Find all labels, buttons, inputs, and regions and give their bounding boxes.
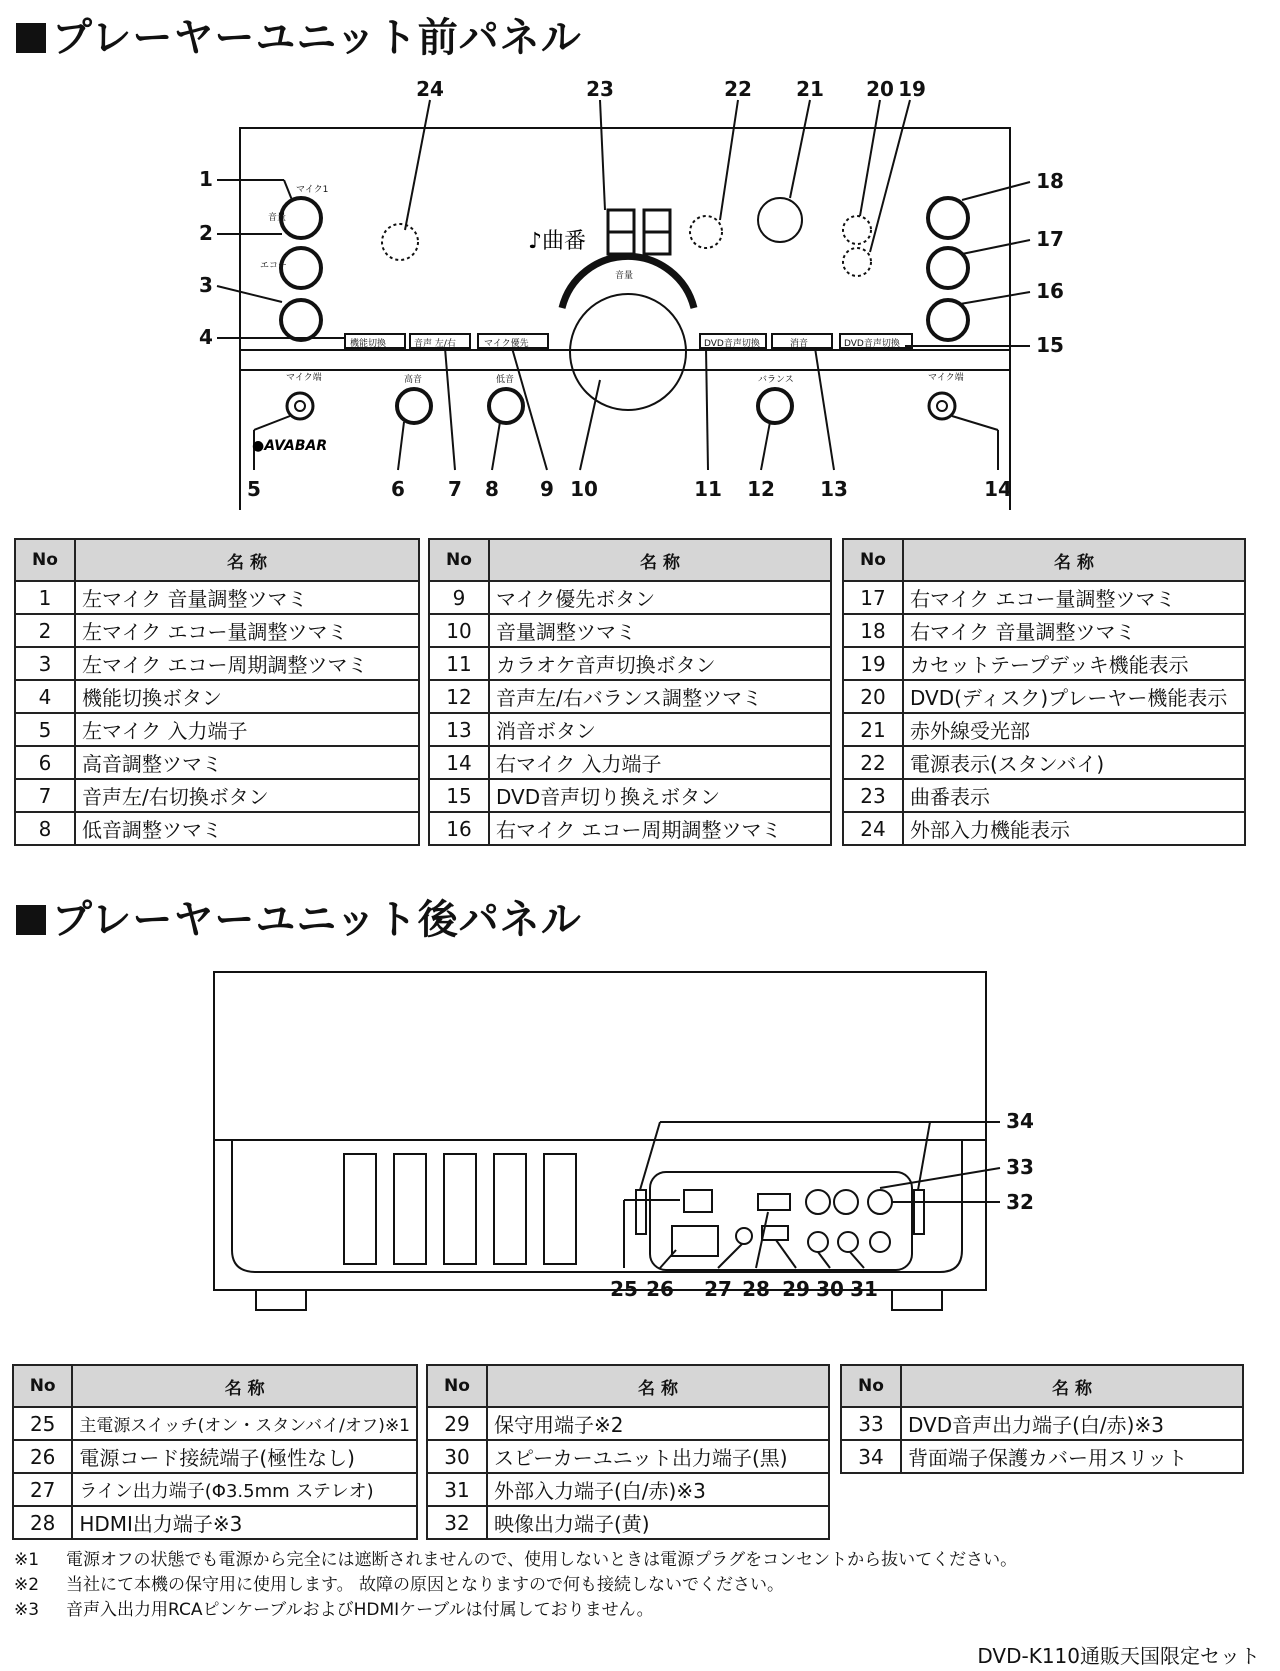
vent-grille	[344, 1154, 576, 1264]
footnote-text: 電源オフの状態でも電源から完全には遮断されませんので、使用しないときは電源プラグをコンセントから抜いてください。	[66, 1550, 1018, 1570]
square-bullet-icon	[16, 905, 46, 935]
name-header: 名 称	[72, 1365, 417, 1407]
right-mic-jack-label: マイク端	[928, 373, 964, 383]
part-name: 右マイク 入力端子	[489, 746, 831, 779]
footnotes	[14, 1548, 1017, 1623]
table-row	[429, 581, 831, 614]
power-inlet	[672, 1226, 718, 1256]
part-number: 31	[427, 1473, 487, 1506]
part-name: DVD音声切り換えボタン	[489, 779, 831, 812]
part-number: 33	[841, 1407, 901, 1440]
ir-receiver	[758, 198, 802, 242]
table-row	[15, 680, 419, 713]
callout-18: 18	[1036, 169, 1064, 193]
front-panel-title	[16, 6, 582, 63]
table-row	[843, 581, 1245, 614]
footnote-mark: ※2	[14, 1575, 40, 1595]
part-number: 19	[843, 647, 903, 680]
callout-9: 9	[540, 477, 554, 501]
part-number: 15	[429, 779, 489, 812]
cassette-indicator	[843, 216, 871, 244]
table-row	[429, 680, 831, 713]
left-mic-jack	[287, 393, 313, 419]
callout-19: 19	[898, 77, 926, 101]
no-header: No	[15, 539, 75, 581]
callout-31: 31	[850, 1277, 878, 1301]
table-row	[427, 1440, 829, 1473]
part-number: 6	[15, 746, 75, 779]
table-row	[841, 1407, 1243, 1440]
part-number: 10	[429, 614, 489, 647]
name-header: 名 称	[487, 1365, 829, 1407]
table-row	[843, 614, 1245, 647]
callout-21: 21	[796, 77, 824, 101]
part-name: 左マイク エコー量調整ツマミ	[75, 614, 419, 647]
part-number: 1	[15, 581, 75, 614]
callout-33: 33	[1006, 1155, 1034, 1179]
callout-1: 1	[199, 167, 213, 191]
table-row	[15, 614, 419, 647]
callout-22: 22	[724, 77, 752, 101]
part-number: 7	[15, 779, 75, 812]
speaker-out-jack	[808, 1232, 828, 1252]
part-number: 14	[429, 746, 489, 779]
callout-20: 20	[866, 77, 894, 101]
part-number: 2	[15, 614, 75, 647]
balance-label: バランス	[758, 375, 794, 385]
treble-label: 高音	[404, 375, 423, 385]
part-number: 3	[15, 647, 75, 680]
table-row	[15, 581, 419, 614]
callout-26: 26	[646, 1277, 674, 1301]
left-mic-jack-label: マイク端	[286, 373, 322, 383]
part-name: 電源コード接続端子(極性なし)	[72, 1440, 417, 1473]
callout-7: 7	[448, 477, 462, 501]
front-parts-table-3	[842, 538, 1246, 846]
table-header-row	[843, 539, 1245, 581]
part-number: 18	[843, 614, 903, 647]
table-row	[843, 680, 1245, 713]
part-number: 17	[843, 581, 903, 614]
front-parts-table-1	[14, 538, 420, 846]
treble-knob	[397, 389, 431, 423]
part-name: 右マイク エコー周期調整ツマミ	[489, 812, 831, 845]
bass-knob	[489, 389, 523, 423]
dvd-indicator	[843, 248, 871, 276]
part-name: 音声左/右切換ボタン	[75, 779, 419, 812]
callout-11: 11	[694, 477, 722, 501]
table-row	[15, 779, 419, 812]
part-number: 21	[843, 713, 903, 746]
part-name: スピーカーユニット出力端子(黒)	[487, 1440, 829, 1473]
footnote-mark: ※3	[14, 1600, 40, 1620]
part-name: 機能切換ボタン	[75, 680, 419, 713]
no-header: No	[427, 1365, 487, 1407]
callout-6: 6	[391, 477, 405, 501]
callout-8: 8	[485, 477, 499, 501]
footnote-3	[14, 1598, 1017, 1623]
part-name: 消音ボタン	[489, 713, 831, 746]
part-name: 外部入力端子(白/赤)※3	[487, 1473, 829, 1506]
table-row	[13, 1473, 417, 1506]
part-number: 32	[427, 1506, 487, 1539]
part-name: 音声左/右バランス調整ツマミ	[489, 680, 831, 713]
rear-right-foot	[892, 1290, 942, 1310]
part-name: DVD音声出力端子(白/赤)※3	[901, 1407, 1243, 1440]
table-row	[429, 614, 831, 647]
service-port	[762, 1226, 788, 1240]
part-number: 25	[13, 1407, 72, 1440]
part-name: 外部入力機能表示	[903, 812, 1245, 845]
callout-28: 28	[742, 1277, 770, 1301]
part-name: 主電源スイッチ(オン・スタンバイ/オフ)※1	[72, 1407, 417, 1440]
square-bullet-icon	[16, 23, 46, 53]
rear-panel-diagram	[0, 950, 1280, 1350]
table-row	[841, 1440, 1243, 1473]
footnote-1	[14, 1548, 1017, 1573]
table-header-row	[15, 539, 419, 581]
callout-27: 27	[704, 1277, 732, 1301]
callout-17: 17	[1036, 227, 1064, 251]
callout-13: 13	[820, 477, 848, 501]
table-row	[429, 713, 831, 746]
part-number: 12	[429, 680, 489, 713]
song-number-label: ♪曲番	[528, 229, 587, 254]
no-header: No	[841, 1365, 901, 1407]
callout-23: 23	[586, 77, 614, 101]
callout-4: 4	[199, 325, 213, 349]
rear-top-cover	[214, 972, 986, 1140]
part-number: 16	[429, 812, 489, 845]
part-number: 30	[427, 1440, 487, 1473]
part-number: 9	[429, 581, 489, 614]
part-number: 24	[843, 812, 903, 845]
part-name: マイク優先ボタン	[489, 581, 831, 614]
right-mic-jack	[929, 393, 955, 419]
part-name: 映像出力端子(黄)	[487, 1506, 829, 1539]
part-name: DVD(ディスク)プレーヤー機能表示	[903, 680, 1245, 713]
part-name: 音量調整ツマミ	[489, 614, 831, 647]
table-row	[843, 647, 1245, 680]
no-header: No	[13, 1365, 72, 1407]
lr-button-label: 音声 左/右	[414, 339, 456, 349]
footer-label: DVD-K110通販天国限定セット	[977, 1644, 1260, 1668]
left-mic-volume-label: マイク1	[296, 185, 329, 195]
table-row	[429, 647, 831, 680]
part-number: 26	[13, 1440, 72, 1473]
part-name: 背面端子保護カバー用スリット	[901, 1440, 1243, 1473]
callout-24: 24	[416, 77, 444, 101]
table-row	[427, 1506, 829, 1539]
part-number: 29	[427, 1407, 487, 1440]
hdmi-port	[758, 1194, 790, 1210]
part-number: 8	[15, 812, 75, 845]
song-number-display	[608, 210, 670, 254]
power-indicator	[690, 216, 722, 248]
part-name: カセットテープデッキ機能表示	[903, 647, 1245, 680]
volume-label: 音量	[615, 271, 634, 281]
part-number: 23	[843, 779, 903, 812]
part-name: 右マイク 音量調整ツマミ	[903, 614, 1245, 647]
left-echo-label: エコー	[260, 261, 288, 271]
part-name: 低音調整ツマミ	[75, 812, 419, 845]
name-header: 名 称	[489, 539, 831, 581]
rear-parts-table-1	[12, 1364, 418, 1540]
ext-in-white	[838, 1232, 858, 1252]
right-mic-volume-knob	[928, 198, 968, 238]
footnote-2	[14, 1573, 1017, 1598]
callout-14: 14	[984, 477, 1012, 501]
callout-15: 15	[1036, 333, 1064, 357]
table-row	[427, 1473, 829, 1506]
part-number: 20	[843, 680, 903, 713]
part-name: 右マイク エコー量調整ツマミ	[903, 581, 1245, 614]
left-mic-volume-knob	[281, 198, 321, 238]
dvd-button-label: DVD音声切換	[844, 339, 900, 349]
callout-3: 3	[199, 273, 213, 297]
brand-logo: ●AVABAR	[252, 438, 328, 454]
name-header: 名 称	[75, 539, 419, 581]
table-header-row	[13, 1365, 417, 1407]
part-name: 曲番表示	[903, 779, 1245, 812]
table-row	[13, 1506, 417, 1539]
table-row	[429, 779, 831, 812]
volume-arc	[562, 256, 694, 308]
right-mic-delay-knob	[928, 300, 968, 340]
rear-parts-table-2	[426, 1364, 830, 1540]
callout-12: 12	[747, 477, 775, 501]
callout-32: 32	[1006, 1190, 1034, 1214]
table-row	[429, 812, 831, 845]
part-number: 13	[429, 713, 489, 746]
part-number: 34	[841, 1440, 901, 1473]
right-slit	[914, 1190, 924, 1234]
callout-10: 10	[570, 477, 598, 501]
bass-label: 低音	[496, 375, 515, 385]
external-input-indicator	[382, 224, 418, 260]
footnote-text: 音声入出力用RCAピンケーブルおよびHDMIケーブルは付属しておりません。	[66, 1600, 654, 1620]
front-panel-body	[240, 128, 1010, 510]
table-row	[843, 713, 1245, 746]
footnote-text: 当社にて本機の保守用に使用します。 故障の原因となりますので何も接続しないでください。	[66, 1575, 785, 1595]
function-button-label: 機能切換	[350, 339, 387, 349]
part-number: 22	[843, 746, 903, 779]
table-header-row	[427, 1365, 829, 1407]
callout-34: 34	[1006, 1109, 1034, 1133]
footnote-mark: ※1	[14, 1550, 40, 1570]
balance-knob	[758, 389, 792, 423]
rear-panel-title	[16, 888, 582, 945]
part-name: 左マイク エコー周期調整ツマミ	[75, 647, 419, 680]
table-row	[427, 1407, 829, 1440]
table-row	[15, 647, 419, 680]
front-panel-title-text: プレーヤーユニット前パネル	[52, 15, 582, 61]
part-name: 電源表示(スタンバイ)	[903, 746, 1245, 779]
video-out-jack	[868, 1190, 892, 1214]
part-number: 11	[429, 647, 489, 680]
part-number: 4	[15, 680, 75, 713]
part-number: 28	[13, 1506, 72, 1539]
front-panel-diagram	[0, 70, 1280, 510]
line-out-jack	[736, 1228, 752, 1244]
table-row	[13, 1407, 417, 1440]
table-header-row	[429, 539, 831, 581]
front-parts-table-2	[428, 538, 832, 846]
karaoke-button-label: DVD音声切換	[704, 339, 760, 349]
table-row	[843, 812, 1245, 845]
part-name: HDMI出力端子※3	[72, 1506, 417, 1539]
no-header: No	[429, 539, 489, 581]
part-number: 5	[15, 713, 75, 746]
left-mic-delay-knob	[281, 300, 321, 340]
power-switch	[684, 1190, 712, 1212]
left-slit	[636, 1190, 646, 1234]
table-row	[15, 812, 419, 845]
mic-priority-label: マイク優先	[484, 339, 529, 349]
no-header: No	[843, 539, 903, 581]
part-number: 27	[13, 1473, 72, 1506]
rear-parts-table-3	[840, 1364, 1244, 1474]
name-header: 名 称	[901, 1365, 1243, 1407]
dvd-audio-out-white	[806, 1190, 830, 1214]
name-header: 名 称	[903, 539, 1245, 581]
table-row	[843, 779, 1245, 812]
part-name: 保守用端子※2	[487, 1407, 829, 1440]
part-name: ライン出力端子(Φ3.5mm ステレオ)	[72, 1473, 417, 1506]
callout-30: 30	[816, 1277, 844, 1301]
callout-2: 2	[199, 221, 213, 245]
dvd-audio-out-red	[834, 1190, 858, 1214]
callout-29: 29	[782, 1277, 810, 1301]
part-name: 左マイク 入力端子	[75, 713, 419, 746]
rear-panel-title-text: プレーヤーユニット後パネル	[52, 897, 582, 943]
master-volume-knob	[570, 294, 686, 410]
part-name: カラオケ音声切換ボタン	[489, 647, 831, 680]
mute-button-label: 消音	[790, 339, 809, 349]
callout-5: 5	[247, 477, 261, 501]
part-name: 左マイク 音量調整ツマミ	[75, 581, 419, 614]
ext-in-red	[870, 1232, 890, 1252]
table-row	[15, 746, 419, 779]
rear-body	[214, 1140, 986, 1290]
left-vol-label: 音量	[268, 213, 287, 223]
table-row	[429, 746, 831, 779]
table-row	[15, 713, 419, 746]
part-name: 高音調整ツマミ	[75, 746, 419, 779]
table-header-row	[841, 1365, 1243, 1407]
table-row	[843, 746, 1245, 779]
table-row	[13, 1440, 417, 1473]
callout-16: 16	[1036, 279, 1064, 303]
callout-25: 25	[610, 1277, 638, 1301]
part-name: 赤外線受光部	[903, 713, 1245, 746]
rear-left-foot	[256, 1290, 306, 1310]
